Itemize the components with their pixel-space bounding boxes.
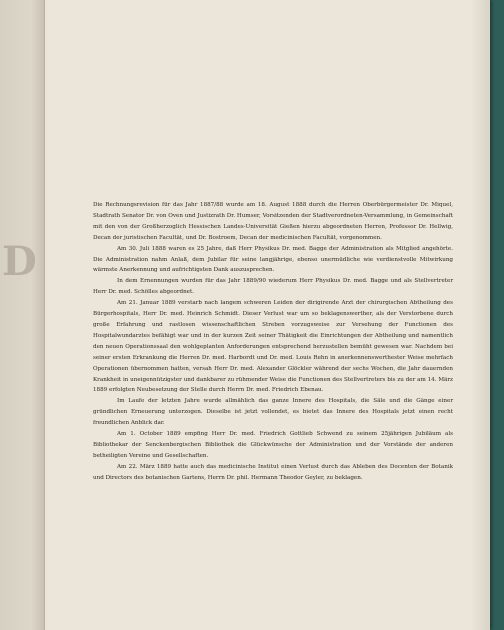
paragraph-schwend: Am 1. October 1889 empfing Herr Dr. med. Friedrich Gottlieb Schwend zu seinem 25jährigen Jubiläum als Bibliothekar der Senckenbergischen Bibliothek die Glückwünsche der Administration und der Vorstände der anderen betheiligten Vereine und Gesellschaften. xyxy=(93,431,453,459)
paragraph-appointments: In dem Ernennungen wurden für das Jahr 1889/90 wiederum Herr Physikus Dr. med. Bagge und als Stellvertreter Herr Dr. med. Schölles abgeordnet. xyxy=(93,278,453,296)
facing-page-glyph: D xyxy=(2,238,37,285)
facing-page-edge xyxy=(0,0,45,630)
body-text xyxy=(93,200,453,484)
paragraph-schmidt: Am 21. Januar 1889 verstarb nach langem schweren Leiden der dirigirende Arzt der chirurgischen Abtheilung des Bürgerhospitals, Herr Dr. med. Heinrich Schmidt. Dieser Verlust war um so beklagenswerther, als der Verstorbene durch große Erfahrung und rastlosen wissenschaftlichen Streben vorzugsweise zur Versehung der Functionen des Hospitalwundarztes befähigt war und in der kurzen Zeit seiner Thätigkeit die Einrichtungen der Abtheilung und namentlich den neuen Operationssaal den wohlgeplanten Anforderungen entsprechend herzustellen bemüht gewesen war. Nachdem bei seiner ersten Erkrankung die Herren Dr. med. Harbordt und Dr. med. Louis Rehn in anerkennenswerthester Weise mehrfach Operationen übernommen hatten, versah Herr Dr. med. Alexander Glöckler während der sechs Wochen, die Jahr dauernden Krankheit in uneigennützigster und dankbarer zu rühmender Weise die Functionen des Stellvertreters bis zu der am 14. März 1889 erfolgten Neubesetzung der Stelle durch Herrn Dr. med. Friedrich Ebenau. xyxy=(93,300,453,394)
paragraph-geyler: Am 22. März 1889 hatte auch das medicinische Institut einen Verlust durch das Ableben des Docenten der Botanik und Directors des botanischen Gartens, Herrn Dr. phil. Hermann Theodor Geyler, zu beklagen. xyxy=(93,463,453,481)
paragraph-jubilee-bagge: Am 30. Juli 1888 waren es 25 Jahre, daß Herr Physikus Dr. med. Bagge der Administration als Mitglied angehörte. Die Administration nahm Anlaß, dem Jubilar für seine langjährige, ebenso unermüdliche wie verdienstvolle Mitwirkung wärmste Anerkennung und aufrichtigsten Dank auszusprechen. xyxy=(93,245,453,274)
page-fold-shadow xyxy=(470,0,490,630)
paragraph-revision: Die Rechnungsrevision für das Jahr 1887/88 wurde am 18. August 1888 durch die Herren Oberbürgermeister Dr. Miquel, Stadtrath Senator Dr. von Oven und Justizrath Dr. Humser, Vorsitzenden der Stadtverordneten-Versammlung, in Gemeinschaft mit den von der Großherzoglich Hessischen Landes-Universität Gießen hierzu abgeordneten Herren, Professor Dr. Hellwig, Decan der juristischen Facultät, und Dr. Bostroem, Decan der medicinischen Facultät, vorgenommen. xyxy=(93,202,453,241)
paragraph-renovation: Im Laufe der letzten Jahre wurde allmählich das ganze Innere des Hospitals, die Säle und die Gänge einer gründlichen Erneuerung unterzogen. Dieselbe ist jetzt vollendet, es bietet das Innere des Hospitals jetzt einen recht freundlichen Anblick dar. xyxy=(93,398,453,427)
